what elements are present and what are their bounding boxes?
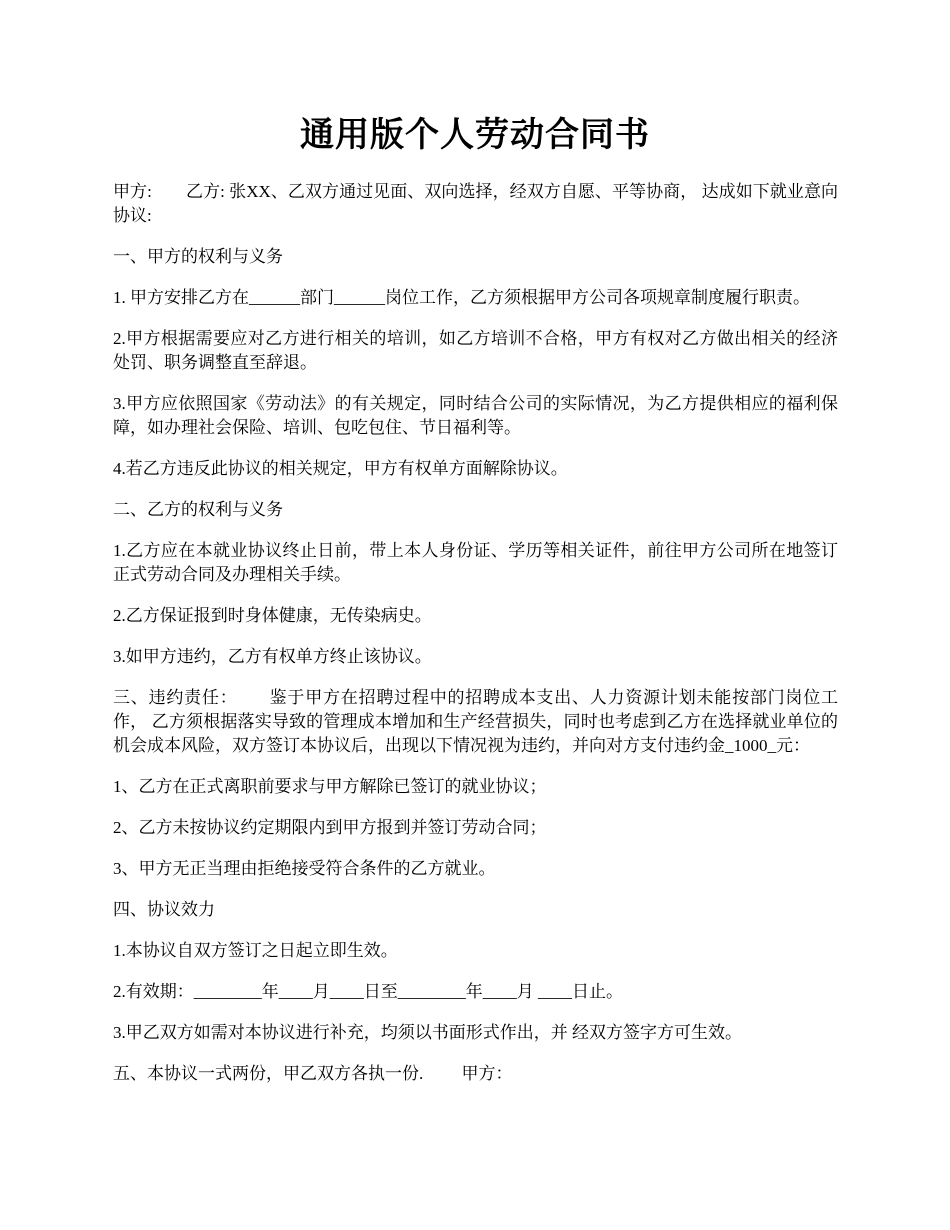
paragraph-1-3: 3.甲方应依照国家《劳动法》的有关规定，同时结合公司的实际情况，为乙方提供相应的福利保障，如办理社会保险、培训、包吃包住、节日福利等。 [113, 394, 838, 437]
paragraph-4-1: 1.本协议自双方签订之日起立即生效。 [113, 941, 398, 960]
section-heading-2: 二、乙方的权利与义务 [113, 500, 283, 519]
paragraph-1-2: 2.甲方根据需要应对乙方进行相关的培训，如乙方培训不合格，甲方有权对乙方做出相关的经济处罚、职务调整直至辞退。 [113, 329, 838, 372]
paragraph-3-1: 1、乙方在正式离职前要求与甲方解除已签订的就业协议； [113, 777, 547, 796]
paragraph-3-3: 3、甲方无正当理由拒绝接受符合条件的乙方就业。 [113, 859, 496, 878]
document-body [113, 180, 838, 1103]
paragraph-4-2: 2.有效期：________年____月____日至________年____月 ____日止。 [113, 982, 623, 1001]
paragraph-5: 五、本协议一式两份，甲乙双方各执一份. 甲方： [113, 1064, 513, 1083]
paragraph-3-2: 2、乙方未按协议约定期限内到甲方报到并签订劳动合同； [113, 818, 547, 837]
paragraph-2-3: 3.如甲方违约，乙方有权单方终止该协议。 [113, 647, 432, 666]
paragraph-intro: 甲方: 乙方: 张XX、乙双方通过见面、双向选择，经双方自愿、平等协商， 达成如下就业意向协议: [113, 182, 838, 225]
section-heading-1: 一、甲方的权利与义务 [113, 247, 283, 266]
paragraph-2-1: 1.乙方应在本就业协议终止日前，带上本人身份证、学历等相关证件，前往甲方公司所在地签订正式劳动合同及办理相关手续。 [113, 541, 838, 584]
paragraph-2-2: 2.乙方保证报到时身体健康，无传染病史。 [113, 606, 432, 625]
document-title: 通用版个人劳动合同书 [300, 117, 650, 154]
paragraph-1-1: 1. 甲方安排乙方在______部门______岗位工作，乙方须根据甲方公司各项规章制度履行职责。 [113, 288, 810, 307]
section-heading-3-breach: 三、违约责任： 鉴于甲方在招聘过程中的招聘成本支出、人力资源计划未能按部门岗位工作， 乙方须根据落实导致的管理成本增加和生产经营损失，同时也考虑到乙方在选择就业单位的机会成本风险，双方签订本协议后，出现以下情况视为违约，并向对方支付违约金_1000_元： [113, 688, 838, 755]
section-heading-4: 四、协议效力 [113, 900, 215, 919]
paragraph-4-3: 3.甲乙双方如需对本协议进行补充，均须以书面形式作出，并 经双方签字方可生效。 [113, 1023, 742, 1042]
paragraph-1-4: 4.若乙方违反此协议的相关规定，甲方有权单方面解除协议。 [113, 459, 568, 478]
